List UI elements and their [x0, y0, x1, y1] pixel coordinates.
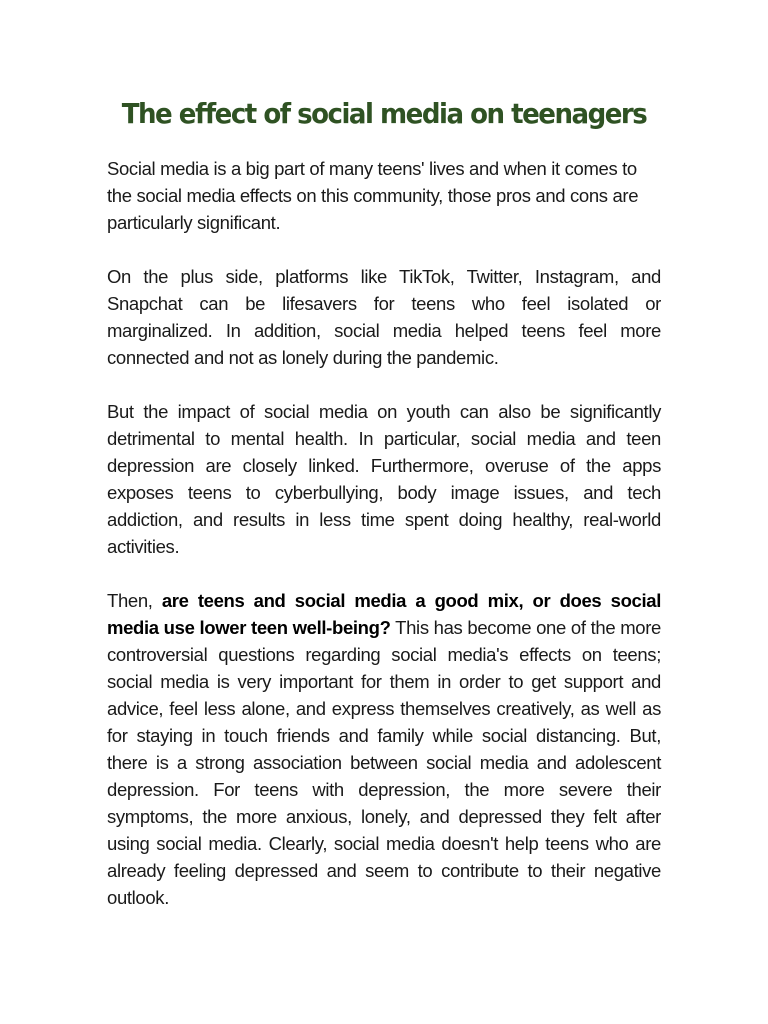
paragraph-intro: Social media is a big part of many teens' lives and when it comes to the social media effects on this community, those pros and cons are particularly significant.: [107, 158, 639, 233]
paragraph-conclusion-rest: This has become one of the more controversial questions regarding social media's effects on teens; social media is very important for them in order to get support and advice, feel less alone, and express themselves creatively, as well as for staying in touch friends and family while social distancing. But, there is a strong association between social media and adolescent depression. For teens with depression, the more severe their symptoms, the more anxious, lonely, and depressed they felt after using social media. Clearly, social media doesn't help teens who are already feeling depressed and seem to contribute to their negative outlook.: [107, 617, 661, 908]
paragraph-benefits: On the plus side, platforms like TikTok, Twitter, Instagram, and Snapchat can be lifesavers for teens who feel isolated or marginalized. In addition, social media helped teens feel more connected and not as lonely during the pandemic.: [107, 266, 661, 368]
paragraph-conclusion-lead: Then,: [107, 590, 162, 611]
document-body: [107, 155, 661, 938]
paragraph-risks: But the impact of social media on youth can also be significantly detrimental to mental health. In particular, social media and teen depression are closely linked. Furthermore, overuse of the apps exposes teens to cyberbullying, body image issues, and tech addiction, and results in less time spent doing healthy, real-world activities.: [107, 401, 661, 557]
key-question: are teens and social media a good mix, or does social media use lower teen well-being?: [107, 590, 661, 638]
document-title: The effect of social media on teenagers: [121, 97, 647, 130]
paragraph-conclusion: [107, 587, 661, 911]
